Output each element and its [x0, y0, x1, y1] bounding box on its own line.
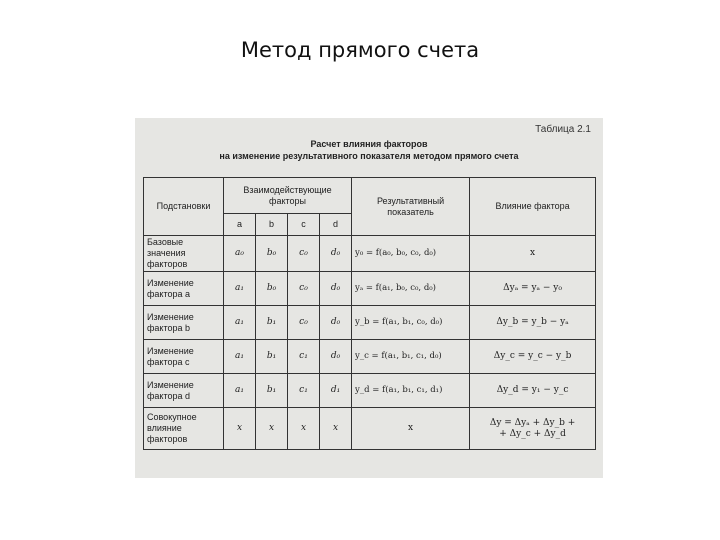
cell-c: c₀ — [288, 236, 320, 272]
cell-d: d₀ — [320, 306, 352, 340]
factor-name-b: b — [256, 214, 288, 236]
table-row — [144, 374, 596, 408]
factor-influence-table — [143, 177, 596, 450]
cell-b: b₁ — [256, 306, 288, 340]
cell-d: d₀ — [320, 340, 352, 374]
row-label: Изменение фактора d — [144, 374, 224, 408]
row-label: Базовые значения факторов — [144, 236, 224, 272]
table-row — [144, 272, 596, 306]
row-label: Изменение фактора a — [144, 272, 224, 306]
header-row — [144, 178, 596, 214]
header-factor-influence: Влияние фактора — [470, 178, 596, 236]
cell-result: x — [352, 408, 470, 450]
row-label: Совокупное влияние факторов — [144, 408, 224, 450]
cell-influence: Δy_c = y_c − y_b — [470, 340, 596, 374]
cell-d: d₀ — [320, 272, 352, 306]
cell-influence: x — [470, 236, 596, 272]
header-substitutions: Подстановки — [144, 178, 224, 236]
caption-line-2: на изменение результативного показателя методом прямого счета — [219, 151, 519, 161]
cell-b: x — [256, 408, 288, 450]
cell-d: x — [320, 408, 352, 450]
cell-b: b₀ — [256, 272, 288, 306]
cell-result: yₐ = f(a₁, b₀, c₀, d₀) — [352, 272, 470, 306]
factor-name-a: a — [224, 214, 256, 236]
cell-a: a₁ — [224, 340, 256, 374]
scanned-table-image — [135, 118, 603, 478]
table-row — [144, 236, 596, 272]
cell-influence: Δy_d = y₁ − y_c — [470, 374, 596, 408]
cell-result: y_d = f(a₁, b₁, c₁, d₁) — [352, 374, 470, 408]
cell-b: b₀ — [256, 236, 288, 272]
cell-result: y_b = f(a₁, b₁, c₀, d₀) — [352, 306, 470, 340]
factor-name-c: c — [288, 214, 320, 236]
cell-result: y_c = f(a₁, b₁, c₁, d₀) — [352, 340, 470, 374]
table-row — [144, 306, 596, 340]
cell-c: x — [288, 408, 320, 450]
influence-line-1: Δy = Δyₐ + Δy_b + — [489, 417, 576, 428]
cell-d: d₀ — [320, 236, 352, 272]
cell-influence: Δyₐ = yₐ − y₀ — [470, 272, 596, 306]
table-caption — [135, 138, 603, 162]
header-interacting-factors: Взаимодействующие факторы — [224, 178, 352, 214]
table-row — [144, 340, 596, 374]
cell-a: a₁ — [224, 306, 256, 340]
caption-line-1: Расчет влияния факторов — [310, 139, 428, 149]
cell-b: b₁ — [256, 374, 288, 408]
header-result-indicator: Результативный показатель — [352, 178, 470, 236]
cell-influence: Δy_b = y_b − yₐ — [470, 306, 596, 340]
cell-a: a₁ — [224, 272, 256, 306]
cell-c: c₀ — [288, 306, 320, 340]
cell-c: c₀ — [288, 272, 320, 306]
cell-c: c₁ — [288, 340, 320, 374]
table-row — [144, 408, 596, 450]
cell-a: x — [224, 408, 256, 450]
cell-result: y₀ = f(a₀, b₀, c₀, d₀) — [352, 236, 470, 272]
cell-a: a₁ — [224, 374, 256, 408]
cell-a: a₀ — [224, 236, 256, 272]
cell-b: b₁ — [256, 340, 288, 374]
cell-d: d₁ — [320, 374, 352, 408]
cell-influence — [470, 408, 596, 450]
row-label: Изменение фактора b — [144, 306, 224, 340]
slide-title: Метод прямого счета — [240, 38, 480, 62]
factor-name-d: d — [320, 214, 352, 236]
row-label: Изменение фактора c — [144, 340, 224, 374]
cell-c: c₁ — [288, 374, 320, 408]
influence-line-2: + Δy_c + Δy_d — [499, 428, 566, 439]
table-number: Таблица 2.1 — [535, 124, 591, 135]
